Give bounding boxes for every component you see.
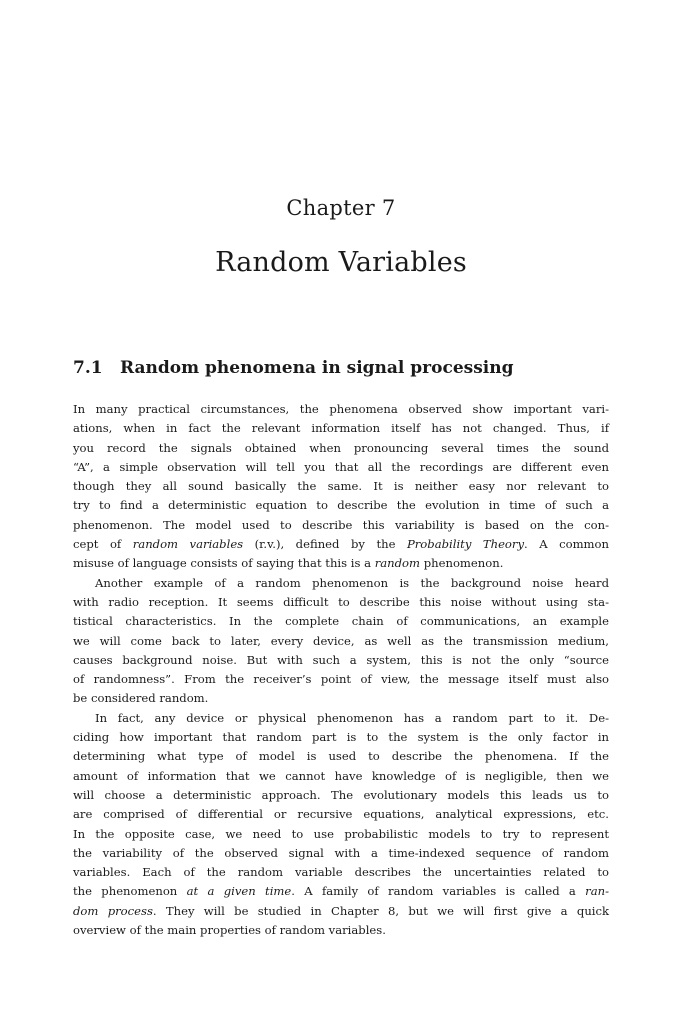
text-line bbox=[73, 612, 609, 631]
section-number: 7.1 bbox=[73, 358, 103, 378]
text-line bbox=[73, 805, 609, 824]
text-segment: In the opposite case, we need to use probabilistic models to try to represent bbox=[73, 826, 609, 841]
text-segment: of randomness”. From the receiver’s point of view, the message itself must also bbox=[73, 672, 609, 687]
text-segment: . A family of random variables is called a bbox=[291, 884, 586, 899]
text-line bbox=[73, 496, 609, 515]
text-segment: variables. Each of the random variable describes the uncertainties related to bbox=[73, 865, 609, 880]
text-line bbox=[73, 709, 609, 728]
text-line bbox=[73, 767, 609, 786]
italic-term: dom process bbox=[73, 903, 153, 918]
text-segment: though they all sound basically the same. It is neither easy nor relevant to bbox=[73, 479, 609, 494]
text-segment: we will come back to later, every device, as well as the transmission medium, bbox=[73, 633, 609, 648]
text-line bbox=[73, 728, 609, 747]
text-line bbox=[73, 477, 609, 496]
text-segment: ciding how important that random part is to the system is the only factor in bbox=[73, 730, 609, 745]
body-text bbox=[73, 400, 609, 940]
text-segment: In many practical circumstances, the phenomena observed show important vari- bbox=[73, 402, 609, 416]
text-segment: will choose a deterministic approach. The evolutionary models this leads us to bbox=[73, 787, 609, 802]
text-line bbox=[73, 535, 609, 554]
text-segment: amount of information that we cannot have knowledge of is negligible, then we bbox=[73, 768, 609, 783]
text-segment: Another example of a random phenomenon is the background noise heard bbox=[95, 575, 609, 590]
text-segment: phenomenon. The model used to describe this variability is based on the con- bbox=[73, 517, 609, 532]
text-segment: cept of bbox=[73, 537, 133, 552]
text-line bbox=[73, 689, 609, 708]
italic-term: random bbox=[374, 556, 421, 571]
section-title: Random phenomena in signal processing bbox=[120, 358, 514, 378]
text-line bbox=[73, 747, 609, 766]
text-line bbox=[73, 632, 609, 651]
text-segment: be considered random. bbox=[73, 691, 209, 706]
text-segment: . They will be studied in Chapter 8, but we will first give a quick bbox=[152, 903, 610, 918]
text-segment: the variability of the observed signal with a time-indexed sequence of random bbox=[73, 845, 609, 860]
text-segment: tistical characteristics. In the complete chain of communications, an example bbox=[73, 614, 609, 629]
text-segment: ations, when in fact the relevant information itself has not changed. Thus, if bbox=[73, 421, 609, 436]
text-line bbox=[73, 400, 609, 419]
text-line bbox=[73, 863, 609, 882]
text-segment: (r.v.), defined by the bbox=[243, 537, 407, 552]
text-segment: “A”, a simple observation will tell you that all the recordings are different even bbox=[73, 459, 609, 474]
text-line bbox=[73, 516, 609, 535]
text-line bbox=[73, 651, 609, 670]
text-line bbox=[73, 458, 609, 477]
italic-term: random variables bbox=[132, 537, 244, 552]
text-segment: In fact, any device or physical phenomenon has a random part to it. De- bbox=[95, 710, 609, 725]
text-line bbox=[73, 593, 609, 612]
text-segment: you record the signals obtained when pronouncing several times the sound bbox=[73, 440, 609, 455]
text-line bbox=[73, 439, 609, 458]
text-segment: the phenomenon bbox=[73, 884, 187, 899]
text-line bbox=[73, 825, 609, 844]
text-line bbox=[73, 921, 609, 940]
text-line bbox=[73, 786, 609, 805]
text-line bbox=[73, 882, 609, 901]
text-line bbox=[73, 574, 609, 593]
italic-term: Probability Theory bbox=[406, 537, 525, 552]
text-line bbox=[73, 670, 609, 689]
text-segment: determining what type of model is used to describe the phenomena. If the bbox=[73, 749, 609, 764]
italic-term: ran- bbox=[585, 884, 609, 899]
text-segment: overview of the main properties of random variables. bbox=[73, 923, 386, 938]
chapter-title: Random Variables bbox=[215, 247, 467, 278]
text-segment: with radio reception. It seems difficult to describe this noise without using sta- bbox=[73, 594, 609, 609]
section-heading bbox=[73, 358, 513, 378]
text-segment: causes background noise. But with such a system, this is not the only “source bbox=[73, 652, 609, 667]
text-line bbox=[73, 902, 609, 921]
text-segment: phenomenon. bbox=[420, 556, 504, 571]
text-line bbox=[73, 419, 609, 438]
chapter-label: Chapter 7 bbox=[286, 196, 396, 220]
text-segment: are comprised of differential or recursive equations, analytical expressions, etc. bbox=[73, 807, 609, 822]
text-line bbox=[73, 554, 609, 573]
text-segment: . A common bbox=[524, 537, 609, 552]
text-line bbox=[73, 844, 609, 863]
text-segment: try to find a deterministic equation to describe the evolution in time of such a bbox=[73, 498, 609, 513]
italic-term: at a given time bbox=[186, 884, 292, 899]
text-segment: misuse of language consists of saying that this is a bbox=[73, 556, 375, 571]
